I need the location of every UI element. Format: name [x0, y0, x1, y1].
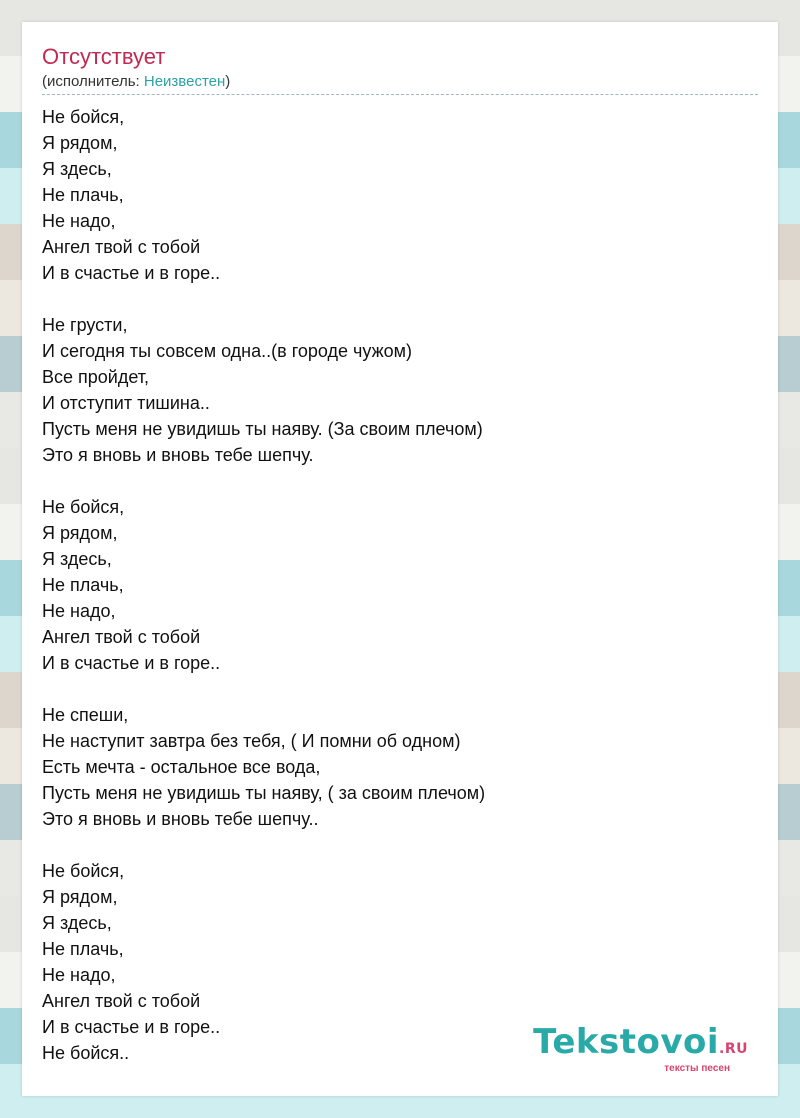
lyric-line: Есть мечта - остальное все вода, [42, 757, 321, 777]
lyric-blank-line [42, 286, 742, 312]
lyric-line: Я здесь, [42, 159, 112, 179]
lyric-line: Я здесь, [42, 913, 112, 933]
logo-tld: .RU [719, 1041, 748, 1057]
lyric-line: И в счастье и в горе.. [42, 653, 221, 673]
artist-line [42, 72, 230, 92]
lyric-line: Я рядом, [42, 133, 118, 153]
lyric-line: Не бойся, [42, 497, 125, 517]
lyric-line: Не бойся, [42, 107, 125, 127]
logo-name: Tekstovoi [533, 1022, 720, 1062]
lyric-line: И сегодня ты совсем одна..(в городе чужом) [42, 341, 413, 361]
lyric-line: Не бойся.. [42, 1043, 130, 1063]
lyric-line: Это я вновь и вновь тебе шепчу.. [42, 809, 319, 829]
logo-wordmark [533, 1024, 748, 1067]
lyric-line: Это я вновь и вновь тебе шепчу. [42, 445, 314, 465]
lyric-line: Не надо, [42, 601, 116, 621]
lyric-line: Не спеши, [42, 705, 129, 725]
lyrics-card [22, 22, 778, 1096]
lyric-line: Не наступит завтра без тебя, ( И помни об одном) [42, 731, 461, 751]
dashed-divider [42, 94, 758, 95]
artist-prefix: (исполнитель: [42, 73, 144, 90]
lyric-line: Не грусти, [42, 315, 128, 335]
lyric-line: Я рядом, [42, 887, 118, 907]
lyric-line: Пусть меня не увидишь ты наяву. (За своим плечом) [42, 419, 483, 439]
lyric-line: И отступит тишина.. [42, 393, 210, 413]
lyric-line: Не надо, [42, 211, 116, 231]
lyrics-text [42, 104, 742, 1066]
lyric-line: Не плачь, [42, 575, 124, 595]
lyric-blank-line [42, 468, 742, 494]
lyric-line: Я рядом, [42, 523, 118, 543]
lyric-line: Не бойся, [42, 861, 125, 881]
lyric-line: Ангел твой с тобой [42, 237, 201, 257]
lyric-line: Я здесь, [42, 549, 112, 569]
artist-link[interactable]: Неизвестен [143, 73, 226, 90]
lyric-blank-line [42, 832, 742, 858]
lyric-line: Пусть меня не увидишь ты наяву, ( за своим плечом) [42, 783, 486, 803]
artist-suffix: ) [225, 73, 231, 90]
song-title: Отсутствует [42, 44, 166, 69]
lyric-blank-line [42, 676, 742, 702]
lyric-line: Не надо, [42, 965, 116, 985]
lyric-line: И в счастье и в горе.. [42, 1017, 221, 1037]
lyric-line: И в счастье и в горе.. [42, 263, 221, 283]
lyric-line: Все пройдет, [42, 367, 150, 387]
site-logo[interactable] [533, 1024, 748, 1074]
lyric-line: Не плачь, [42, 939, 124, 959]
lyric-line: Ангел твой с тобой [42, 991, 201, 1011]
lyric-line: Ангел твой с тобой [42, 627, 201, 647]
logo-tagline: тексты песен [664, 1063, 730, 1074]
lyric-line: Не плачь, [42, 185, 124, 205]
